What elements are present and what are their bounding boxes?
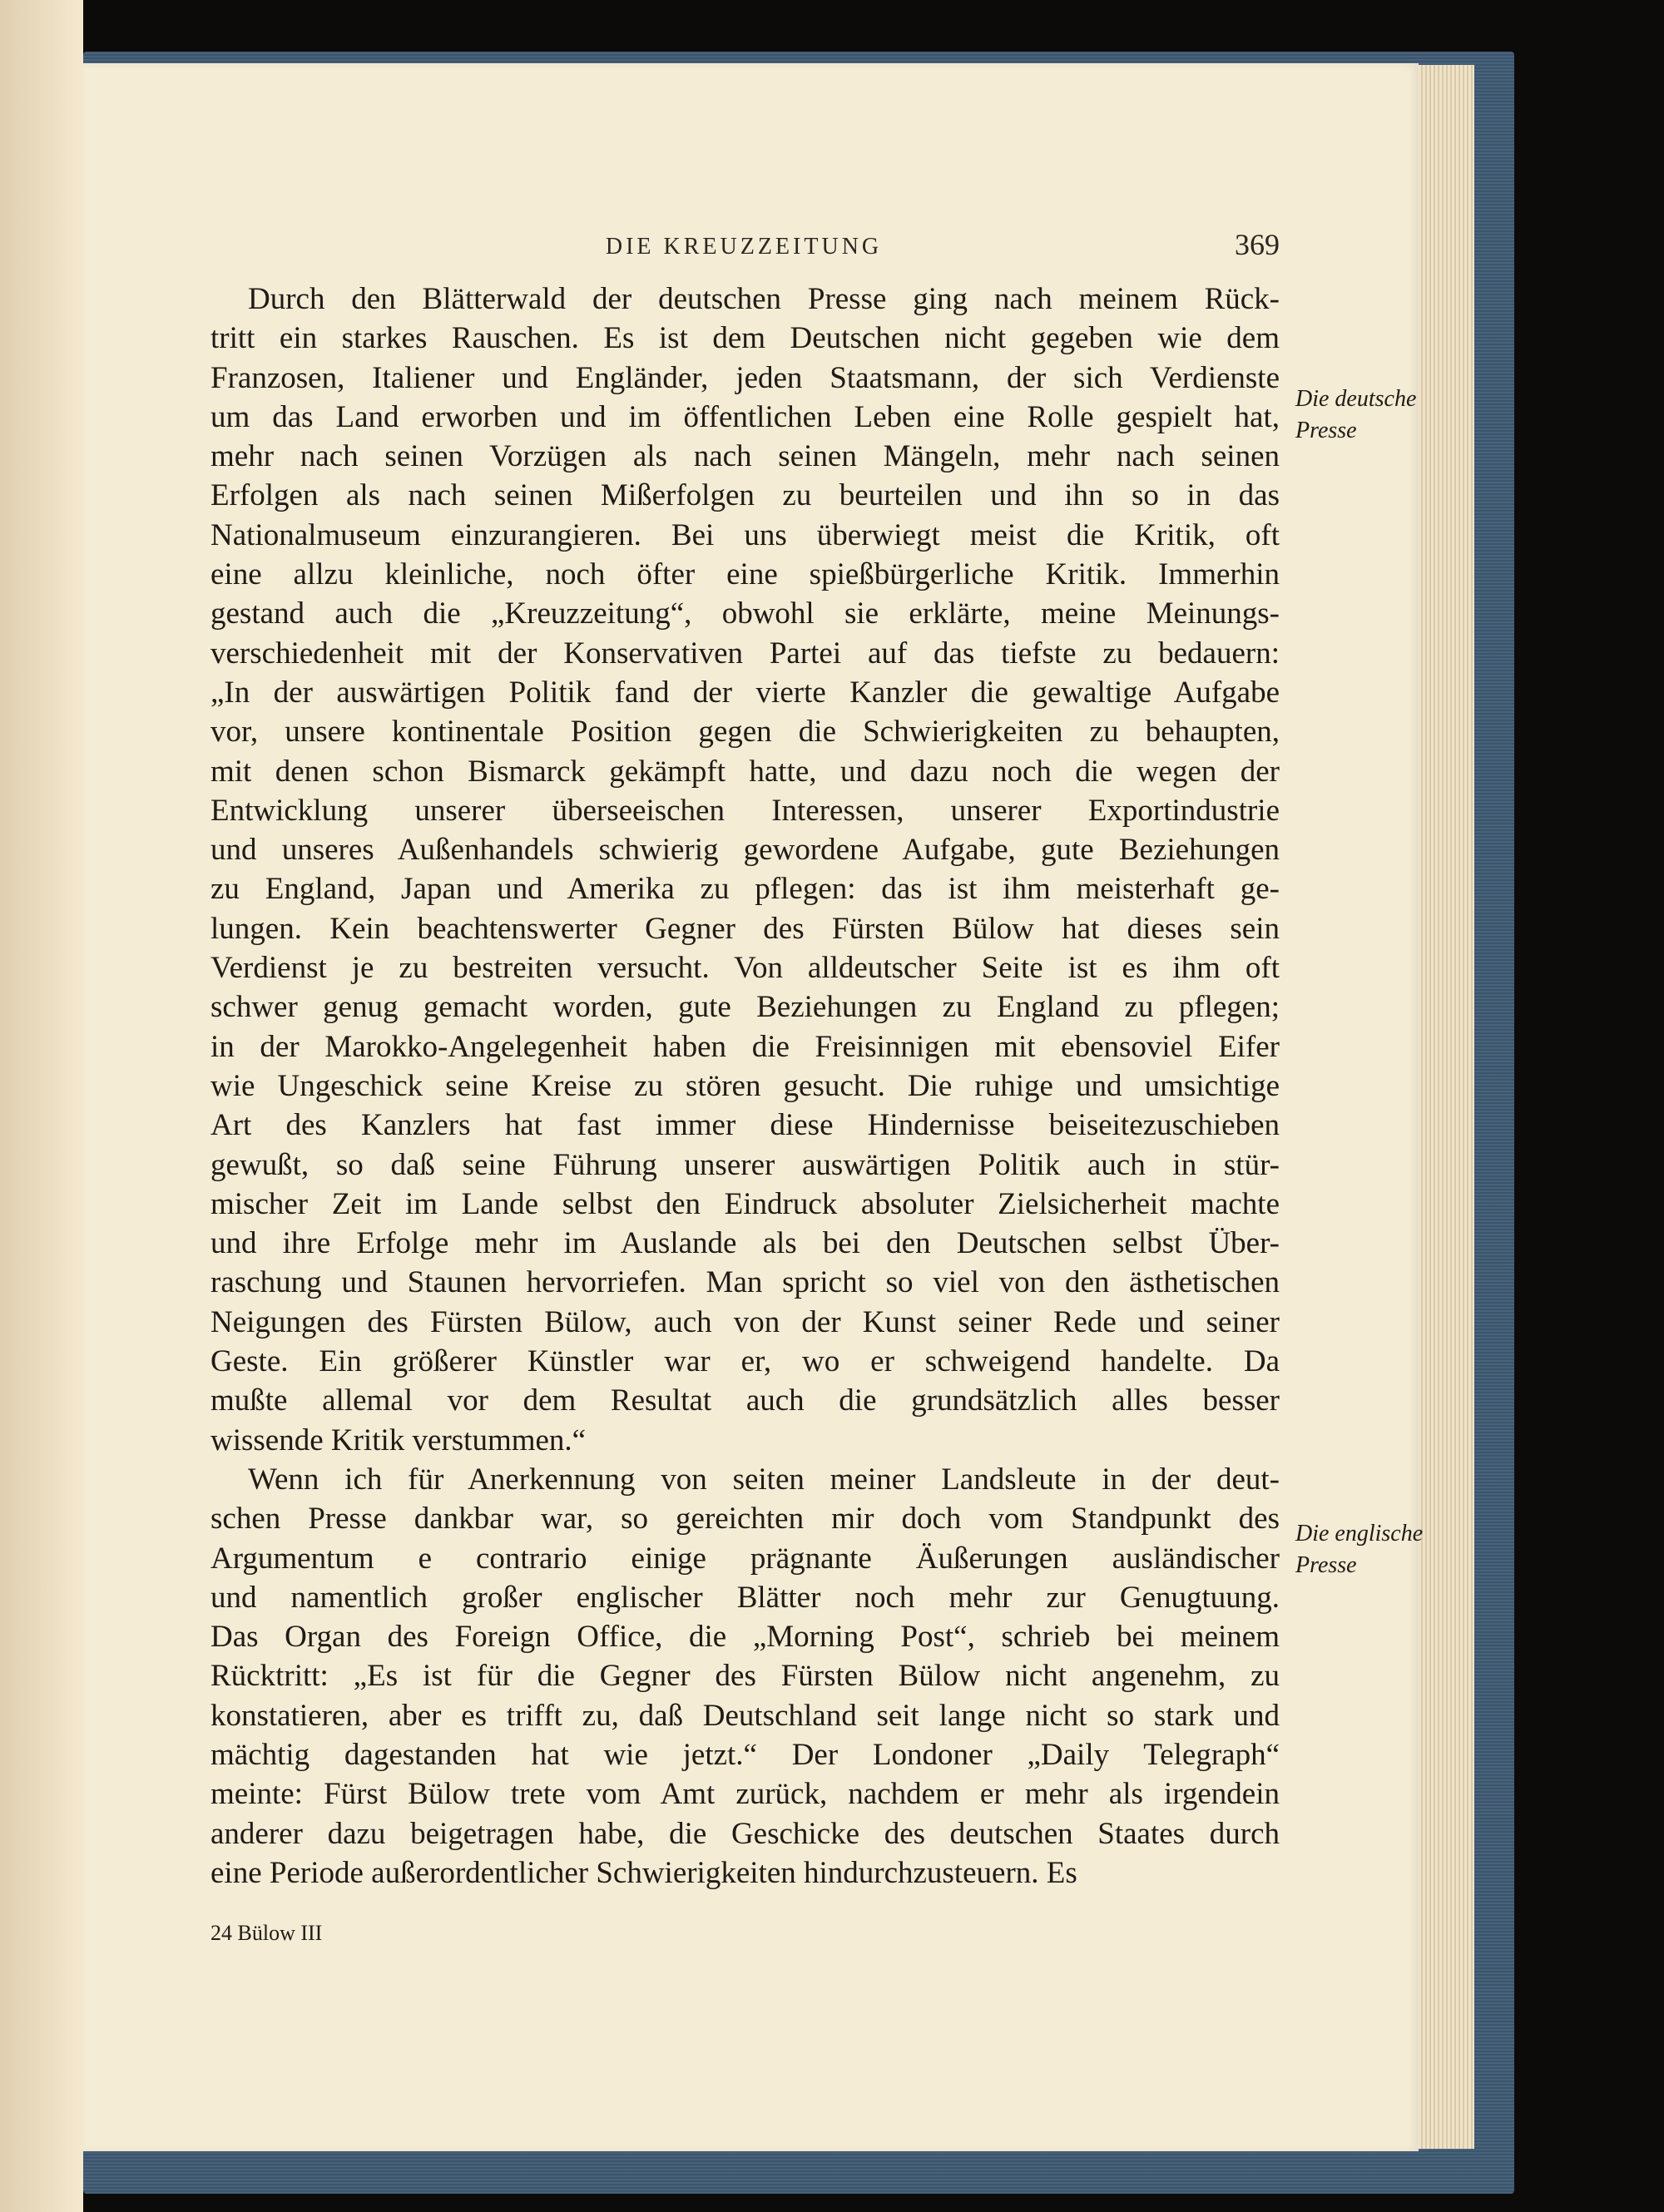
text-line: Franzosen, Italiener und Engländer, jeden Staatsmann, der sich Verdienste	[210, 360, 1280, 395]
text-line: meinte: Fürst Bülow trete vom Amt zurück, nachdem er mehr als irgendein	[210, 1777, 1280, 1812]
text-line: mit denen schon Bismarck gekämpft hatte, und dazu noch die wegen der	[210, 754, 1280, 789]
text-line: gewußt, so daß seine Führung unserer auswärtigen Politik auch in stür-	[210, 1147, 1280, 1182]
marginal-note-line: Die englische	[1295, 1521, 1424, 1546]
text-line: eine allzu kleinliche, noch öfter eine spießbürgerliche Kritik. Immerhin	[210, 557, 1280, 592]
text-line: „In der auswärtigen Politik fand der vierte Kanzler die gewaltige Aufgabe	[210, 675, 1280, 710]
text-line: mischer Zeit im Lande selbst den Eindruck absoluter Zielsicherheit machte	[210, 1186, 1280, 1221]
text-line: wie Ungeschick seine Kreise zu stören gesucht. Die ruhige und umsichtige	[210, 1068, 1280, 1103]
text-line: verschiedenheit mit der Konservativen Partei auf das tiefste zu bedauern:	[210, 636, 1280, 671]
running-head	[208, 227, 1280, 269]
text-line: tritt ein starkes Rauschen. Es ist dem Deutschen nicht gegeben wie dem	[210, 321, 1280, 356]
text-line: Entwicklung unserer überseeischen Interessen, unserer Exportindustrie	[210, 793, 1280, 828]
text-line: mehr nach seinen Vorzügen als nach seinen Mängeln, mehr nach seinen	[210, 439, 1280, 474]
text-line: mußte allemal vor dem Resultat auch die grundsätzlich alles besser	[210, 1383, 1280, 1418]
text-line: lungen. Kein beachtenswerter Gegner des Fürsten Bülow hat dieses sein	[210, 911, 1280, 946]
text-line: vor, unsere kontinentale Position gegen die Schwierigkeiten zu behaupten,	[210, 715, 1280, 750]
page-number: 369	[1235, 228, 1280, 261]
text-line: Nationalmuseum einzurangieren. Bei uns überwiegt meist die Kritik, oft	[210, 517, 1280, 552]
text-line: raschung und Staunen hervorriefen. Man spricht so viel von den ästhetischen	[210, 1265, 1280, 1300]
text-line: konstatieren, aber es trifft zu, daß Deutschland seit lange nicht so stark und	[210, 1698, 1280, 1733]
text-line: um das Land erworben und im öffentlichen Leben eine Rolle gespielt hat,	[210, 399, 1280, 434]
text-line: schen Presse dankbar war, so gereichten mir doch vom Standpunkt des	[210, 1502, 1280, 1537]
text-line: in der Marokko-Angelegenheit haben die Freisinnigen mit ebensoviel Eifer	[210, 1029, 1280, 1064]
marginal-note-line: Die deutsche	[1295, 386, 1417, 412]
text-line: wissende Kritik verstummen.“	[210, 1423, 587, 1457]
text-line: und unseres Außenhandels schwierig gewordene Aufgabe, gute Beziehungen	[210, 833, 1280, 868]
marginal-note-line: Presse	[1295, 418, 1357, 443]
text-line: Verdienst je zu bestreiten versucht. Von alldeutscher Seite ist es ihm oft	[210, 951, 1280, 986]
paragraph-2	[210, 1460, 1280, 1893]
text-line: Erfolgen als nach seinen Mißerfolgen zu beurteilen und ihn so in das	[210, 478, 1280, 513]
book-page	[83, 63, 1424, 2151]
marginal-note-deutsche-presse	[1295, 384, 1454, 447]
text-line: und namentlich großer englischer Blätter noch mehr zur Genugtuung.	[210, 1580, 1280, 1615]
text-line: Art des Kanzlers hat fast immer diese Hindernisse beiseitezuschieben	[210, 1108, 1280, 1143]
facing-page-edge	[0, 0, 83, 2212]
paragraph-1	[210, 280, 1280, 1460]
text-line: Durch den Blätterwald der deutschen Presse ging nach meinem Rück-	[248, 282, 1280, 316]
printer-signature: 24 Bülow III	[210, 1921, 323, 1945]
body-text	[210, 280, 1280, 1893]
text-line: mächtig dagestanden hat wie jetzt.“ Der Londoner „Daily Telegraph“	[210, 1737, 1280, 1772]
marginal-note-line: Presse	[1295, 1552, 1357, 1578]
text-line: schwer genug gemacht worden, gute Beziehungen zu England zu pflegen;	[210, 990, 1280, 1025]
text-line: zu England, Japan und Amerika zu pflegen: das ist ihm meisterhaft ge-	[210, 872, 1280, 907]
text-line: eine Periode außerordentlicher Schwierigkeiten hindurchzusteuern. Es	[210, 1855, 1077, 1890]
running-title: DIE KREUZZEITUNG	[605, 234, 883, 260]
text-line: Rücktritt: „Es ist für die Gegner des Fürsten Bülow nicht angenehm, zu	[210, 1659, 1280, 1694]
text-line: Argumentum e contrario einige prägnante Äußerungen ausländischer	[210, 1541, 1280, 1576]
text-line: Geste. Ein größerer Künstler war er, wo er schweigend handelte. Da	[210, 1344, 1280, 1379]
text-line: Wenn ich für Anerkennung von seiten meiner Landsleute in der deut-	[248, 1462, 1280, 1497]
text-line: und ihre Erfolge mehr im Auslande als bei den Deutschen selbst Über-	[210, 1226, 1280, 1261]
text-line: gestand auch die „Kreuzzeitung“, obwohl sie erklärte, meine Meinungs-	[210, 596, 1280, 631]
marginal-note-englische-presse	[1295, 1518, 1454, 1581]
text-line: anderer dazu beigetragen habe, die Geschicke des deutschen Staates durch	[210, 1816, 1280, 1851]
text-line: Neigungen des Fürsten Bülow, auch von der Kunst seiner Rede und seiner	[210, 1304, 1280, 1339]
text-line: Das Organ des Foreign Office, die „Morning Post“, schrieb bei meinem	[210, 1620, 1280, 1655]
